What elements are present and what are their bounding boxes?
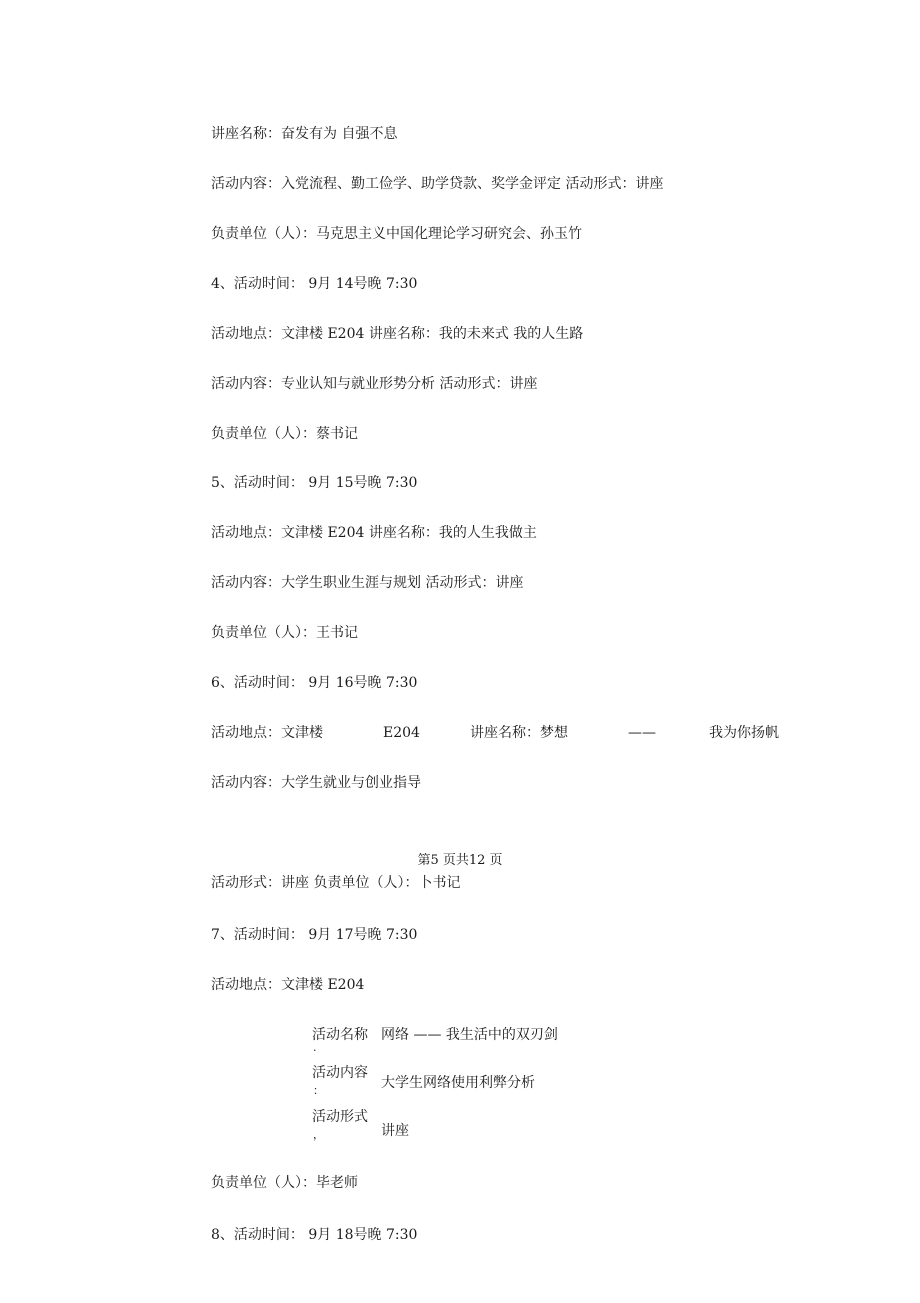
text-line: 6、活动时间： 9月 16号晚 7:30 <box>211 675 418 691</box>
text-line: 5、活动时间： 9月 15号晚 7:30 <box>211 475 418 491</box>
table-punct: ： <box>313 1084 324 1097</box>
text-line: 负责单位（人）：马克思主义中国化理论学习研究会、孙玉竹 <box>211 226 582 242</box>
text-line: 负责单位（人）：蔡书记 <box>211 426 358 442</box>
table-label-format: 活动形式 <box>312 1109 368 1125</box>
text-line: 活动内容：大学生职业生涯与规划 活动形式：讲座 <box>211 575 524 591</box>
table-value-content: 大学生网络使用利弊分析 <box>381 1075 535 1091</box>
text-line: 活动内容：专业认知与就业形势分析 活动形式：讲座 <box>211 376 538 392</box>
table-label-content: 活动内容 <box>312 1065 368 1081</box>
dash: —— <box>628 725 656 741</box>
text-line: 活动形式：讲座 负责单位（人）：卜书记 <box>211 875 461 891</box>
text-line: 负责单位（人）：王书记 <box>211 625 358 641</box>
text-line: 4、活动时间： 9月 14号晚 7:30 <box>211 276 418 292</box>
text-line: 讲座名称：奋发有为 自强不息 <box>211 126 398 142</box>
text-line: 活动内容：入党流程、勤工俭学、助学贷款、奖学金评定 活动形式：讲座 <box>211 176 664 192</box>
text-line: 8、活动时间： 9月 18号晚 7:30 <box>211 1227 418 1243</box>
text-line: 负责单位（人）：毕老师 <box>211 1175 358 1191</box>
table-value-format: 讲座 <box>381 1123 409 1139</box>
text-line: 活动内容：大学生就业与创业指导 <box>211 775 421 791</box>
table-punct: · <box>313 1044 317 1057</box>
text-line: 活动地点：文津楼 E204 讲座名称：我的未来式 我的人生路 <box>211 326 584 342</box>
location-label: 活动地点：文津楼 <box>211 725 323 741</box>
table-value-name: 网络 —— 我生活中的双刃剑 <box>381 1027 558 1043</box>
lecture-name-tail: 我为你扬帆 <box>709 725 779 741</box>
table-punct: ， <box>313 1128 324 1141</box>
lecture-name-label: 讲座名称：梦想 <box>470 725 568 741</box>
text-line: 7、活动时间： 9月 17号晚 7:30 <box>211 927 418 943</box>
table-label-name: 活动名称 <box>312 1027 368 1043</box>
room-code: E204 <box>383 725 420 741</box>
page-footer: 第5 页共12 页 <box>417 853 503 868</box>
text-line: 活动地点：文津楼 E204 讲座名称：我的人生我做主 <box>211 525 537 541</box>
text-line: 活动地点：文津楼 E204 <box>211 977 365 993</box>
